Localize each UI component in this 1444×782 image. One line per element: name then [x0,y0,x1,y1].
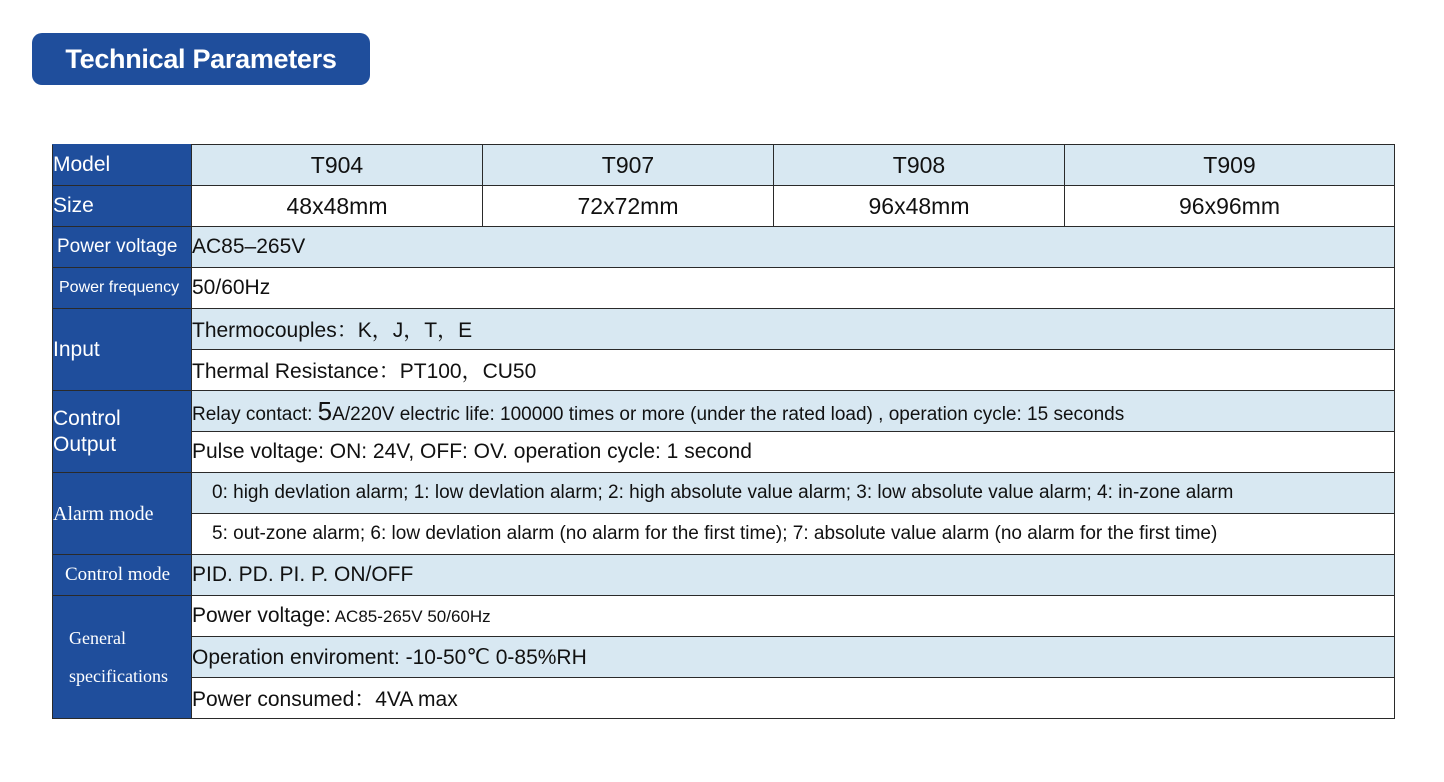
relay-contact-value [192,391,1395,432]
general-specifications-label [53,596,192,719]
alarm-mode-row-1 [53,473,1395,514]
power-consumed-value: Power consumed：4VA max [192,678,1395,719]
size-label: Size [53,186,192,227]
relay-prefix: Relay contact: [192,403,318,425]
power-voltage-label: Power voltage [53,227,192,268]
general-row-environment [53,637,1395,678]
control-output-row-pulse [53,432,1395,473]
control-output-label-line1: Control [53,406,121,430]
control-output-label [53,391,192,473]
size-row [53,186,1395,227]
technical-parameters-table [52,144,1395,719]
control-mode-row [53,555,1395,596]
model-cell: T904 [192,145,483,186]
power-frequency-label: Power frequency [53,268,192,309]
alarm-mode-line2: 5: out-zone alarm; 6: low devlation alarm (no alarm for the first time); 7: absolute value alarm (no alarm for the first time) [192,514,1395,555]
general-label-line1: General [69,628,126,648]
model-cell: T909 [1065,145,1395,186]
operation-environment-value: Operation enviroment: -10-50℃ 0-85%RH [192,637,1395,678]
model-row [53,145,1395,186]
general-power-voltage-value: AC85-265V 50/60Hz [330,607,491,626]
input-label: Input [53,309,192,391]
control-output-label-line2: Output [53,432,117,456]
alarm-mode-line1: 0: high devlation alarm; 1: low devlation alarm; 2: high absolute value alarm; 3: low absolute value alarm; 4: in-zone alarm [192,473,1395,514]
relay-current: 5 [317,395,333,426]
power-voltage-value: AC85–265V [192,227,1395,268]
alarm-mode-label: Alarm mode [53,473,192,555]
power-frequency-row [53,268,1395,309]
control-mode-value: PID. PD. PI. P. ON/OFF [192,555,1395,596]
section-title: Technical Parameters [32,33,370,85]
pulse-voltage-value: Pulse voltage: ON: 24V, OFF: OV. operation cycle: 1 second [192,432,1395,473]
relay-rest: A/220V electric life: 100000 times or more (under the rated load) , operation cycle: 15 seconds [332,403,1125,425]
model-cell: T908 [774,145,1065,186]
control-output-row-relay [53,391,1395,432]
model-label: Model [53,145,192,186]
size-cell: 96x48mm [774,186,1065,227]
general-row-power [53,596,1395,637]
general-row-consumption [53,678,1395,719]
size-cell: 72x72mm [483,186,774,227]
general-power-voltage-label: Power voltage: [192,604,331,627]
model-cell: T907 [483,145,774,186]
size-cell: 96x96mm [1065,186,1395,227]
thermocouples-value: Thermocouples：K，J，T，E [192,309,1395,350]
thermal-resistance-value: Thermal Resistance：PT100，CU50 [192,350,1395,391]
power-voltage-row [53,227,1395,268]
general-power-voltage [192,596,1395,637]
input-row-thermal-resistance [53,350,1395,391]
general-label-line2: specifications [69,666,168,686]
size-cell: 48x48mm [192,186,483,227]
control-mode-label: Control mode [53,555,192,596]
power-frequency-value: 50/60Hz [192,268,1395,309]
alarm-mode-row-2 [53,514,1395,555]
input-row-thermocouples [53,309,1395,350]
